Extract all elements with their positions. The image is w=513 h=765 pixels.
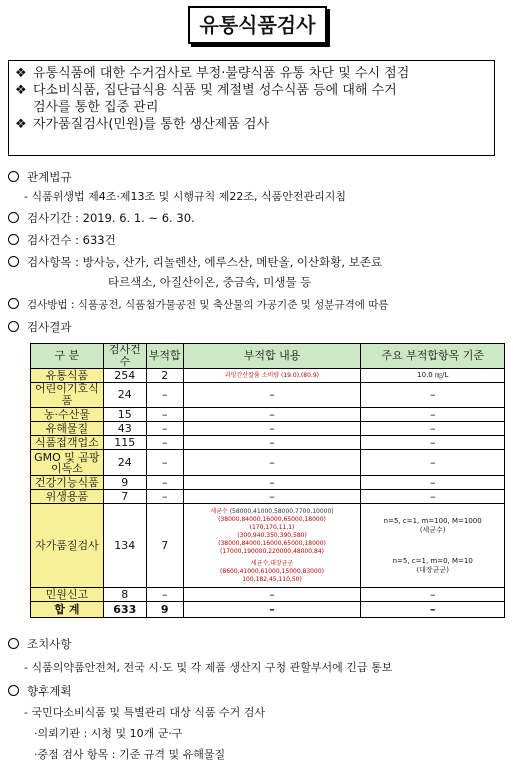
plan-detail-1: - 국민다소비식품 및 특별관리 대상 식품 수거 검사	[24, 706, 265, 719]
table-row: 어린이기호식품 24 – – –	[31, 383, 505, 408]
items-cont: 타르색소, 아질산이온, 중금속, 미생물 등	[108, 275, 312, 289]
diamond-bullet-icon: ❖	[15, 117, 27, 132]
circle-bullet-icon	[8, 256, 19, 267]
header-content: 부적합 내용	[183, 344, 361, 369]
diamond-bullet-icon: ❖	[15, 66, 27, 81]
self-inspection-content: 세균수 (58000,41000,58000,7700,10000) (38000,84000,16000,65000,18000) (170,170,11,1) (300,940,350,390,580) (38000,84000,16000,65000,18000) (17000,190000,220000,48000,84) 세균수,대장균군 (8600,41000,61000,15000,83000) 100,182,45,110,50)	[183, 504, 361, 588]
plan-detail-3: ·중점 검사 항목 : 기준 규격 및 유해물질	[34, 748, 226, 761]
basis-detail: - 식품위생법 제4조·제13조 및 시행규칙 제22조, 식품안전관리지침	[24, 190, 346, 203]
table-row: 식품접객업소 115 – – –	[31, 436, 505, 450]
section-plan: 향후계획	[8, 684, 71, 698]
table-row: 유통식품 254 2 과망간산칼륨 소비량 (19.0),(80.9) 10.0 ㎎/L	[31, 369, 505, 383]
intro-item: ❖ 자가품질검사(민원)를 통한 생산제품 검사	[15, 117, 270, 132]
section-count: 검사건수 : 633건	[8, 233, 116, 247]
table-row: 민원신고 8 – – –	[31, 588, 505, 602]
section-basis: 관계법규	[8, 170, 71, 184]
intro-item: ❖ 다소비식품, 집단급식용 식품 및 계절별 성수식품 등에 대해 수거	[15, 83, 397, 98]
table-total-row: 합 계 633 9 – –	[31, 602, 505, 618]
header-fail: 부적합	[146, 344, 183, 369]
header-count: 검사건수	[103, 344, 146, 369]
circle-bullet-icon	[8, 685, 19, 696]
table-row: 자가품질검사 134 7 세균수 (58000,41000,58000,7700,10000) (38000,84000,16000,65000,18000) (170,170,11,1) (300,940,350,390,580) (38000,84000,16000,65000,18000) (17000,190000,220000,48000,84) 세균수,대장균군 (8600,41000,61000,15000,83000) 100,182,45,110,50) n=5, c=1, m=100, M=1000 (세균수) n=5, c=1, m=0, M=10 (대장균군)	[31, 504, 505, 588]
table-row: 농·수산물 15 – – –	[31, 408, 505, 422]
circle-bullet-icon	[8, 234, 19, 245]
table-header-row	[31, 344, 505, 369]
section-items: 검사항목 : 방사능, 산가, 리놀렌산, 에루스산, 메탄올, 이산화황, 보존료	[8, 255, 382, 269]
table-row: 위생용품 7 – – –	[31, 490, 505, 504]
circle-bullet-icon	[8, 638, 19, 649]
result-table	[30, 343, 505, 618]
section-method: 검사방법 : 식품공전, 식품첨가물공전 및 축산물의 가공기준 및 성분규격에 따름	[8, 298, 389, 312]
circle-bullet-icon	[8, 298, 19, 309]
page-title: 유통식품검사	[188, 6, 327, 44]
section-action: 조치사항	[8, 637, 71, 651]
plan-detail-2: ·의뢰기관 : 시청 및 10개 군·구	[34, 727, 183, 740]
action-detail: - 식품의약품안전처, 전국 시·도 및 각 제품 생산지 구청 관할부서에 긴급 통보	[24, 661, 393, 674]
circle-bullet-icon	[8, 321, 19, 332]
diamond-bullet-icon: ❖	[15, 83, 27, 98]
table-row: GMO 및 곰팡이독소 24 – – –	[31, 450, 505, 476]
section-result: 검사결과	[8, 320, 71, 334]
table-row: 건강기능식품 9 – – –	[31, 476, 505, 490]
intro-item: ❖ 유통식품에 대한 수거검사로 부정·불량식품 유통 차단 및 수시 점검	[15, 66, 410, 81]
circle-bullet-icon	[8, 212, 19, 223]
intro-item-cont: 검사를 통한 집중 관리	[33, 100, 159, 115]
section-period: 검사기간 : 2019. 6. 1. ~ 6. 30.	[8, 211, 195, 225]
self-inspection-criteria: n=5, c=1, m=100, M=1000 (세균수) n=5, c=1, m=0, M=10 (대장균군)	[361, 504, 505, 588]
header-criteria: 주요 부적합항목 기준	[361, 344, 505, 369]
circle-bullet-icon	[8, 171, 19, 182]
header-category: 구 분	[31, 344, 104, 369]
table-row: 유해물질 43 – – –	[31, 422, 505, 436]
intro-box	[8, 60, 495, 156]
